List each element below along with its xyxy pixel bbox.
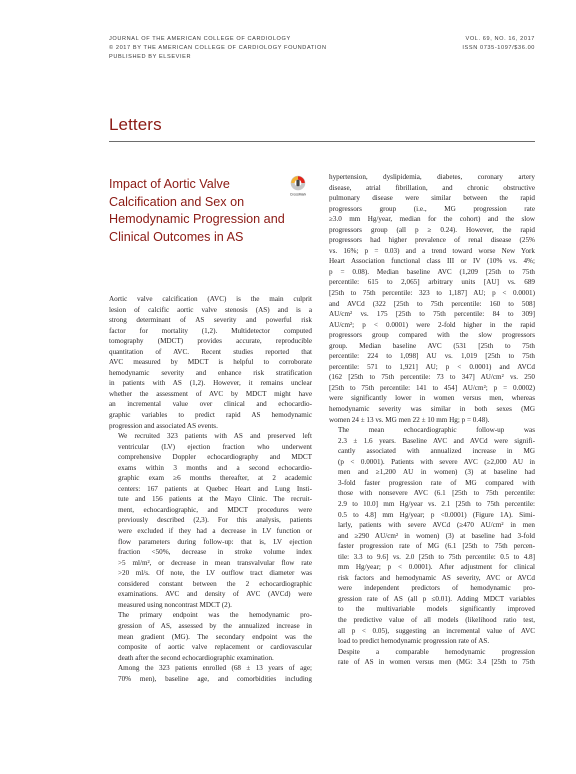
text-line: hemodynamic severity and enhance risk stratification <box>109 368 312 377</box>
text-line: Aortic valve calcification (AVC) is the main culprit <box>109 295 312 303</box>
text-line: ≥3.0 mm Hg/year, median for the cohort) and the slow <box>329 215 535 224</box>
paragraph-methods <box>109 431 312 610</box>
journal-header <box>109 35 327 62</box>
text-line: We recruited 323 patients with AS and preserved left <box>118 432 312 441</box>
text-line: tile: 3.3 to 9.6] vs. 2.0 [25th to 75th percentile: 0.5 to 4.8] <box>338 552 535 561</box>
paragraph-followup <box>329 425 535 646</box>
text-line: The primary endpoint was the hemodynamic pro- <box>118 611 312 620</box>
section-title: Letters <box>109 115 162 134</box>
text-line: in patients with AS (1,2). However, it remains unclear <box>109 379 312 388</box>
journal-name: JOURNAL OF THE AMERICAN COLLEGE OF CARDIOLOGY <box>109 36 291 42</box>
text-line: exams within 3 months and a second echocardio- <box>118 463 312 472</box>
text-line: graphic exam ≥6 months thereafter, at 2 academic <box>118 474 312 483</box>
text-line: hemodynamic severity was similar in both sexes (MG <box>329 405 535 414</box>
text-line: tomography (MDCT) provides accurate, reproducible <box>109 337 312 346</box>
text-line: composite of aortic valve replacement or cardiovascular <box>118 643 312 652</box>
text-line: progressors group (i.e., MG progression rate <box>329 204 535 213</box>
text-line: death after the second echocardiographic examination. <box>118 653 274 662</box>
crossmark-label: CrossMark <box>290 192 306 197</box>
text-line: (162 [25th to 75th percentile: 73 to 347] AU/cm² vs. 250 <box>329 373 535 382</box>
text-line: and AVCd (322 [25th to 75th percentile: 160 to 508] <box>329 299 535 308</box>
paragraph-endpoints <box>109 610 312 663</box>
text-line: Despite a comparable hemodynamic progression <box>338 647 535 656</box>
text-line: whether the assessment of AVC by MDCT might have <box>109 389 312 398</box>
text-line: progressors had higher prevalence of renal disease (25% <box>329 236 535 245</box>
text-line: rate of AS in women versus men (MG: 3.4 [25th to 75th <box>338 658 535 667</box>
right-column <box>329 172 535 668</box>
text-line: Among the 323 patients enrolled (68 ± 13 years of age; <box>118 664 312 673</box>
text-line: and ≥290 AU/cm² in women) (3) at baseline had 3-fold <box>338 531 535 540</box>
text-line: flow parameters during follow-up: that is, LV ejection <box>118 537 312 546</box>
text-line: 2.3 ± 1.6 years. Baseline AVC and AVCd were signifi- <box>338 436 535 445</box>
text-line: percentile: 615 to 2,065] arbitrary units [AU] vs. 689 <box>329 278 535 287</box>
text-line: 70% men), baseline age, and comorbidities including <box>118 674 312 683</box>
text-line: comprehensive Doppler echocardiography and MDCT <box>118 453 312 462</box>
text-line: gression of AS, assessed by the annualized increase in <box>118 621 312 630</box>
text-line: p = 0.08). Median baseline AVC (1,209 [25th to 75th <box>329 267 535 276</box>
text-line: considered constant between the 2 echocardiographic <box>118 579 312 588</box>
text-line: progressors group compared with the slow progressors <box>329 331 535 340</box>
left-column <box>109 294 312 684</box>
text-line: ventricular (LV) ejection fraction who underwent <box>118 442 312 451</box>
paragraph-results <box>329 172 535 425</box>
text-line: 2.9 to 10.0] mm Hg/year vs. 2.1 [25th to 75th percentile: <box>338 499 535 508</box>
text-line: ment, echocardiographic, and MDCT procedures were <box>118 505 312 514</box>
section-divider <box>109 141 535 142</box>
text-line: >20 ml/s. Of note, the LV outflow tract diameter was <box>118 569 312 578</box>
crossmark-icon[interactable] <box>290 175 306 197</box>
text-line: faster progression rate of MG (6.1 [25th to 75th percen- <box>338 542 535 551</box>
paragraph-results-start <box>109 663 312 684</box>
text-line: those with nonsevere AVC (6.1 [25th to 75th percentile: <box>338 489 535 498</box>
text-line: were significantly lower in women versus men, whereas <box>329 394 535 403</box>
text-line: mean gradient (MG). The secondary endpoint was the <box>118 632 312 641</box>
text-line: the predictive value of all models (likelihood ratio test, <box>338 615 535 624</box>
text-line: larly, patients with severe AVCd (≥470 AU/cm² in men <box>338 521 535 530</box>
text-line: were independent predictors of hemodynamic pro- <box>338 584 535 593</box>
text-line: AVC measured by MDCT is helpful to corroborate <box>109 358 312 367</box>
article-title: Impact of Aortic Valve Calcification and Sex on Hemodynamic Progression and Clinical Outcomes in AS <box>109 177 285 244</box>
text-line: pulmonary disease were similar between the rapid <box>329 194 535 203</box>
text-line: factor for mortality (1,2). Multidetector computed <box>109 326 312 335</box>
text-line: AU/cm² vs. 175 [25th to 75th percentile: 84 to 309] <box>329 310 535 319</box>
text-line: Heart Association functional class III or IV (10% vs. 4%; <box>329 257 535 266</box>
volume-line: VOL. 69, NO. 16, 2017 <box>465 36 535 42</box>
text-line: mm Hg/year; p < 0.0001). After adjustment for clinical <box>338 563 535 572</box>
text-line: 0.5 to 4.8] mm Hg/year; p <0.0001) (Figure 1A). Simi- <box>338 510 535 519</box>
text-line: [25th to 75th percentile: 141 to 454] AU/cm²; p = 0.0002) <box>329 383 535 392</box>
text-line: to the multivariable models significantly improved <box>338 605 535 614</box>
text-line: cantly associated with annualized increase in MG <box>338 447 535 456</box>
text-line: load to predict hemodynamic progression rate of AS. <box>338 637 490 646</box>
text-line: previously described (2,3). For this analysis, patients <box>118 516 312 525</box>
text-line: men and ≥1,200 AU in women) (3) at baseline had <box>338 468 535 477</box>
publisher-line: PUBLISHED BY ELSEVIER <box>109 54 192 60</box>
text-line: (p < 0.0001). Patients with severe AVC (≥2,000 AU in <box>338 457 535 466</box>
text-line: lesion of calcific aortic valve stenosis (AS) and is a <box>109 305 312 314</box>
text-line: disease, atrial fibrillation, and chronic obstructive <box>329 183 535 192</box>
text-line: fraction <50%, decrease in stroke volume index <box>118 548 312 557</box>
text-line: quantitation of AVC. Recent studies reported that <box>109 347 312 356</box>
text-line: >5 ml/m², or decrease in mean transvalvular flow rate <box>118 558 312 567</box>
text-line: progressors group (all p ≥ 0.24). However, the rapid <box>329 225 535 234</box>
text-line: centers: 167 patients at Quebec Heart and Lung Insti- <box>118 484 312 493</box>
text-line: women 24 ± 13 vs. MG men 22 ± 10 mm Hg; p = 0.48). <box>329 415 490 424</box>
text-line: risk factors and hemodynamic AS severity, AVC or AVCd <box>338 573 535 582</box>
text-line: gression rate of AS (all p ≤0.01). Adding MDCT variables <box>338 594 535 603</box>
issue-info <box>462 35 535 53</box>
text-line: [25th to 75th percentile: 323 to 1,187] AU; p < 0.0001) <box>329 289 535 298</box>
text-line: tute and 156 patients at the Mayo Clinic. The recruit- <box>118 495 312 504</box>
text-line: 3-fold faster progression rate of MG compared with <box>338 478 535 487</box>
text-line: percentile: 571 to 1,921] AU; p < 0.0001) and AVCd <box>329 362 535 371</box>
text-line: hypertension, dyslipidemia, diabetes, coronary artery <box>329 173 535 181</box>
text-line: progression and associated AS events. <box>109 421 218 430</box>
text-line: group. Median baseline AVC (531 [25th to 75th <box>329 341 535 350</box>
copyright-line: © 2017 BY THE AMERICAN COLLEGE OF CARDIOLOGY FOUNDATION <box>109 45 327 51</box>
text-line: graphic variables to predict rapid AS hemodynamic <box>109 411 312 420</box>
issn-line: ISSN 0735-1097/$36.00 <box>462 45 535 51</box>
text-line: an incremental value over clinical and echocardio- <box>109 400 312 409</box>
text-line: The mean echocardiographic follow-up was <box>338 426 535 435</box>
text-line: AU/cm²; p < 0.0001) were 2-fold higher in the rapid <box>329 320 535 329</box>
paragraph-intro <box>109 294 312 431</box>
text-line: were excluded if they had a decrease in LV function or <box>118 527 312 536</box>
text-line: percentile: 224 to 1,098] AU vs. 1,019 [25th to 75th <box>329 352 535 361</box>
paragraph-sex-differences <box>329 647 535 668</box>
text-line: vs. 16%; p = 0.03) and a trend toward worse New York <box>329 246 535 255</box>
text-line: examinations. AVC and density of AVC (AVCd) were <box>118 590 312 599</box>
text-line: strong determinant of AS severity and powerful risk <box>109 316 312 325</box>
text-line: measured using noncontrast MDCT (2). <box>118 600 232 609</box>
text-line: all p < 0.05), suggesting an incremental value of AVC <box>338 626 535 635</box>
